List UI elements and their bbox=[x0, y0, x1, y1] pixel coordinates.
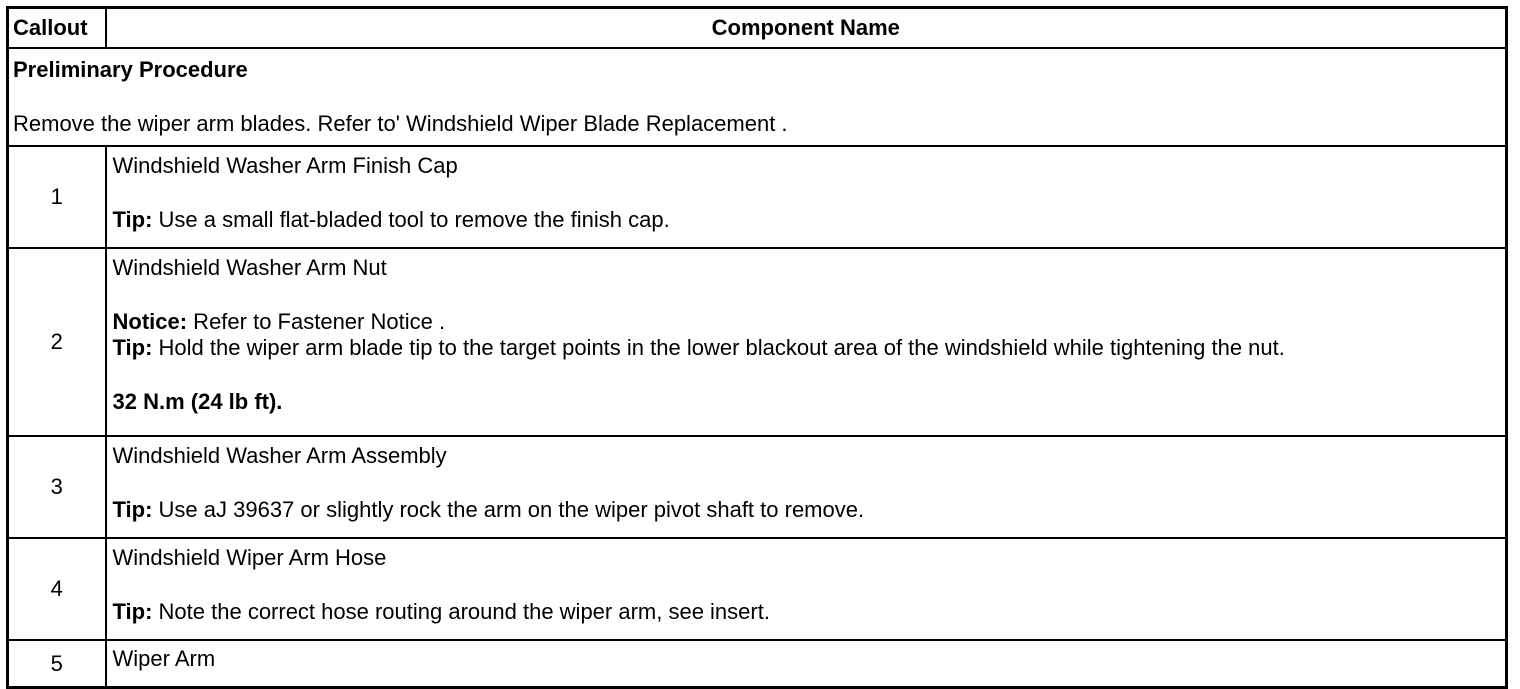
component-cell bbox=[106, 436, 1507, 538]
component-cell bbox=[106, 248, 1507, 436]
callout-number: 5 bbox=[8, 640, 106, 688]
component-cell bbox=[106, 640, 1507, 688]
notice-text: Refer to Fastener Notice . bbox=[187, 309, 446, 334]
callout-number: 2 bbox=[8, 248, 106, 436]
component-name: Windshield Washer Arm Assembly bbox=[112, 443, 447, 468]
component-name: Windshield Washer Arm Nut bbox=[112, 255, 387, 280]
tip-line bbox=[113, 497, 1500, 523]
tip-line bbox=[113, 335, 1500, 361]
component-name-header: Component Name bbox=[106, 8, 1507, 49]
table-row bbox=[8, 538, 1507, 640]
tip-label: Tip: bbox=[112, 497, 153, 522]
tip-line bbox=[113, 599, 1500, 625]
preliminary-title: Preliminary Procedure bbox=[13, 57, 248, 82]
table-row bbox=[8, 436, 1507, 538]
component-name: Windshield Wiper Arm Hose bbox=[112, 545, 387, 570]
tip-label: Tip: bbox=[112, 207, 153, 232]
component-name: Windshield Washer Arm Finish Cap bbox=[112, 153, 458, 178]
tip-text: Use aJ 39637 or slightly rock the arm on the wiper pivot shaft to remove. bbox=[152, 497, 865, 522]
table-row bbox=[8, 146, 1507, 248]
callout-number: 3 bbox=[8, 436, 106, 538]
table-row bbox=[8, 248, 1507, 436]
component-table bbox=[6, 6, 1508, 689]
callout-number: 1 bbox=[8, 146, 106, 248]
tip-text: Use a small flat-bladed tool to remove the finish cap. bbox=[152, 207, 670, 232]
preliminary-text: Remove the wiper arm blades. Refer to' Windshield Wiper Blade Replacement . bbox=[13, 111, 788, 136]
component-name: Wiper Arm bbox=[112, 646, 216, 671]
tip-label: Tip: bbox=[112, 335, 153, 360]
torque-spec: 32 N.m (24 lb ft). bbox=[112, 389, 283, 414]
tip-text: Note the correct hose routing around the wiper arm, see insert. bbox=[152, 599, 770, 624]
notice-line bbox=[113, 309, 1500, 335]
callout-header: Callout bbox=[8, 8, 106, 49]
tip-text: Hold the wiper arm blade tip to the target points in the lower blackout area of the windshield while tightening the nut. bbox=[152, 335, 1285, 360]
tip-line bbox=[113, 207, 1500, 233]
preliminary-cell bbox=[8, 48, 1507, 146]
component-cell bbox=[106, 146, 1507, 248]
notice-label: Notice: bbox=[112, 309, 188, 334]
tip-label: Tip: bbox=[112, 599, 153, 624]
callout-number: 4 bbox=[8, 538, 106, 640]
component-cell bbox=[106, 538, 1507, 640]
header-row bbox=[8, 8, 1507, 49]
preliminary-row bbox=[8, 48, 1507, 146]
table-row bbox=[8, 640, 1507, 688]
